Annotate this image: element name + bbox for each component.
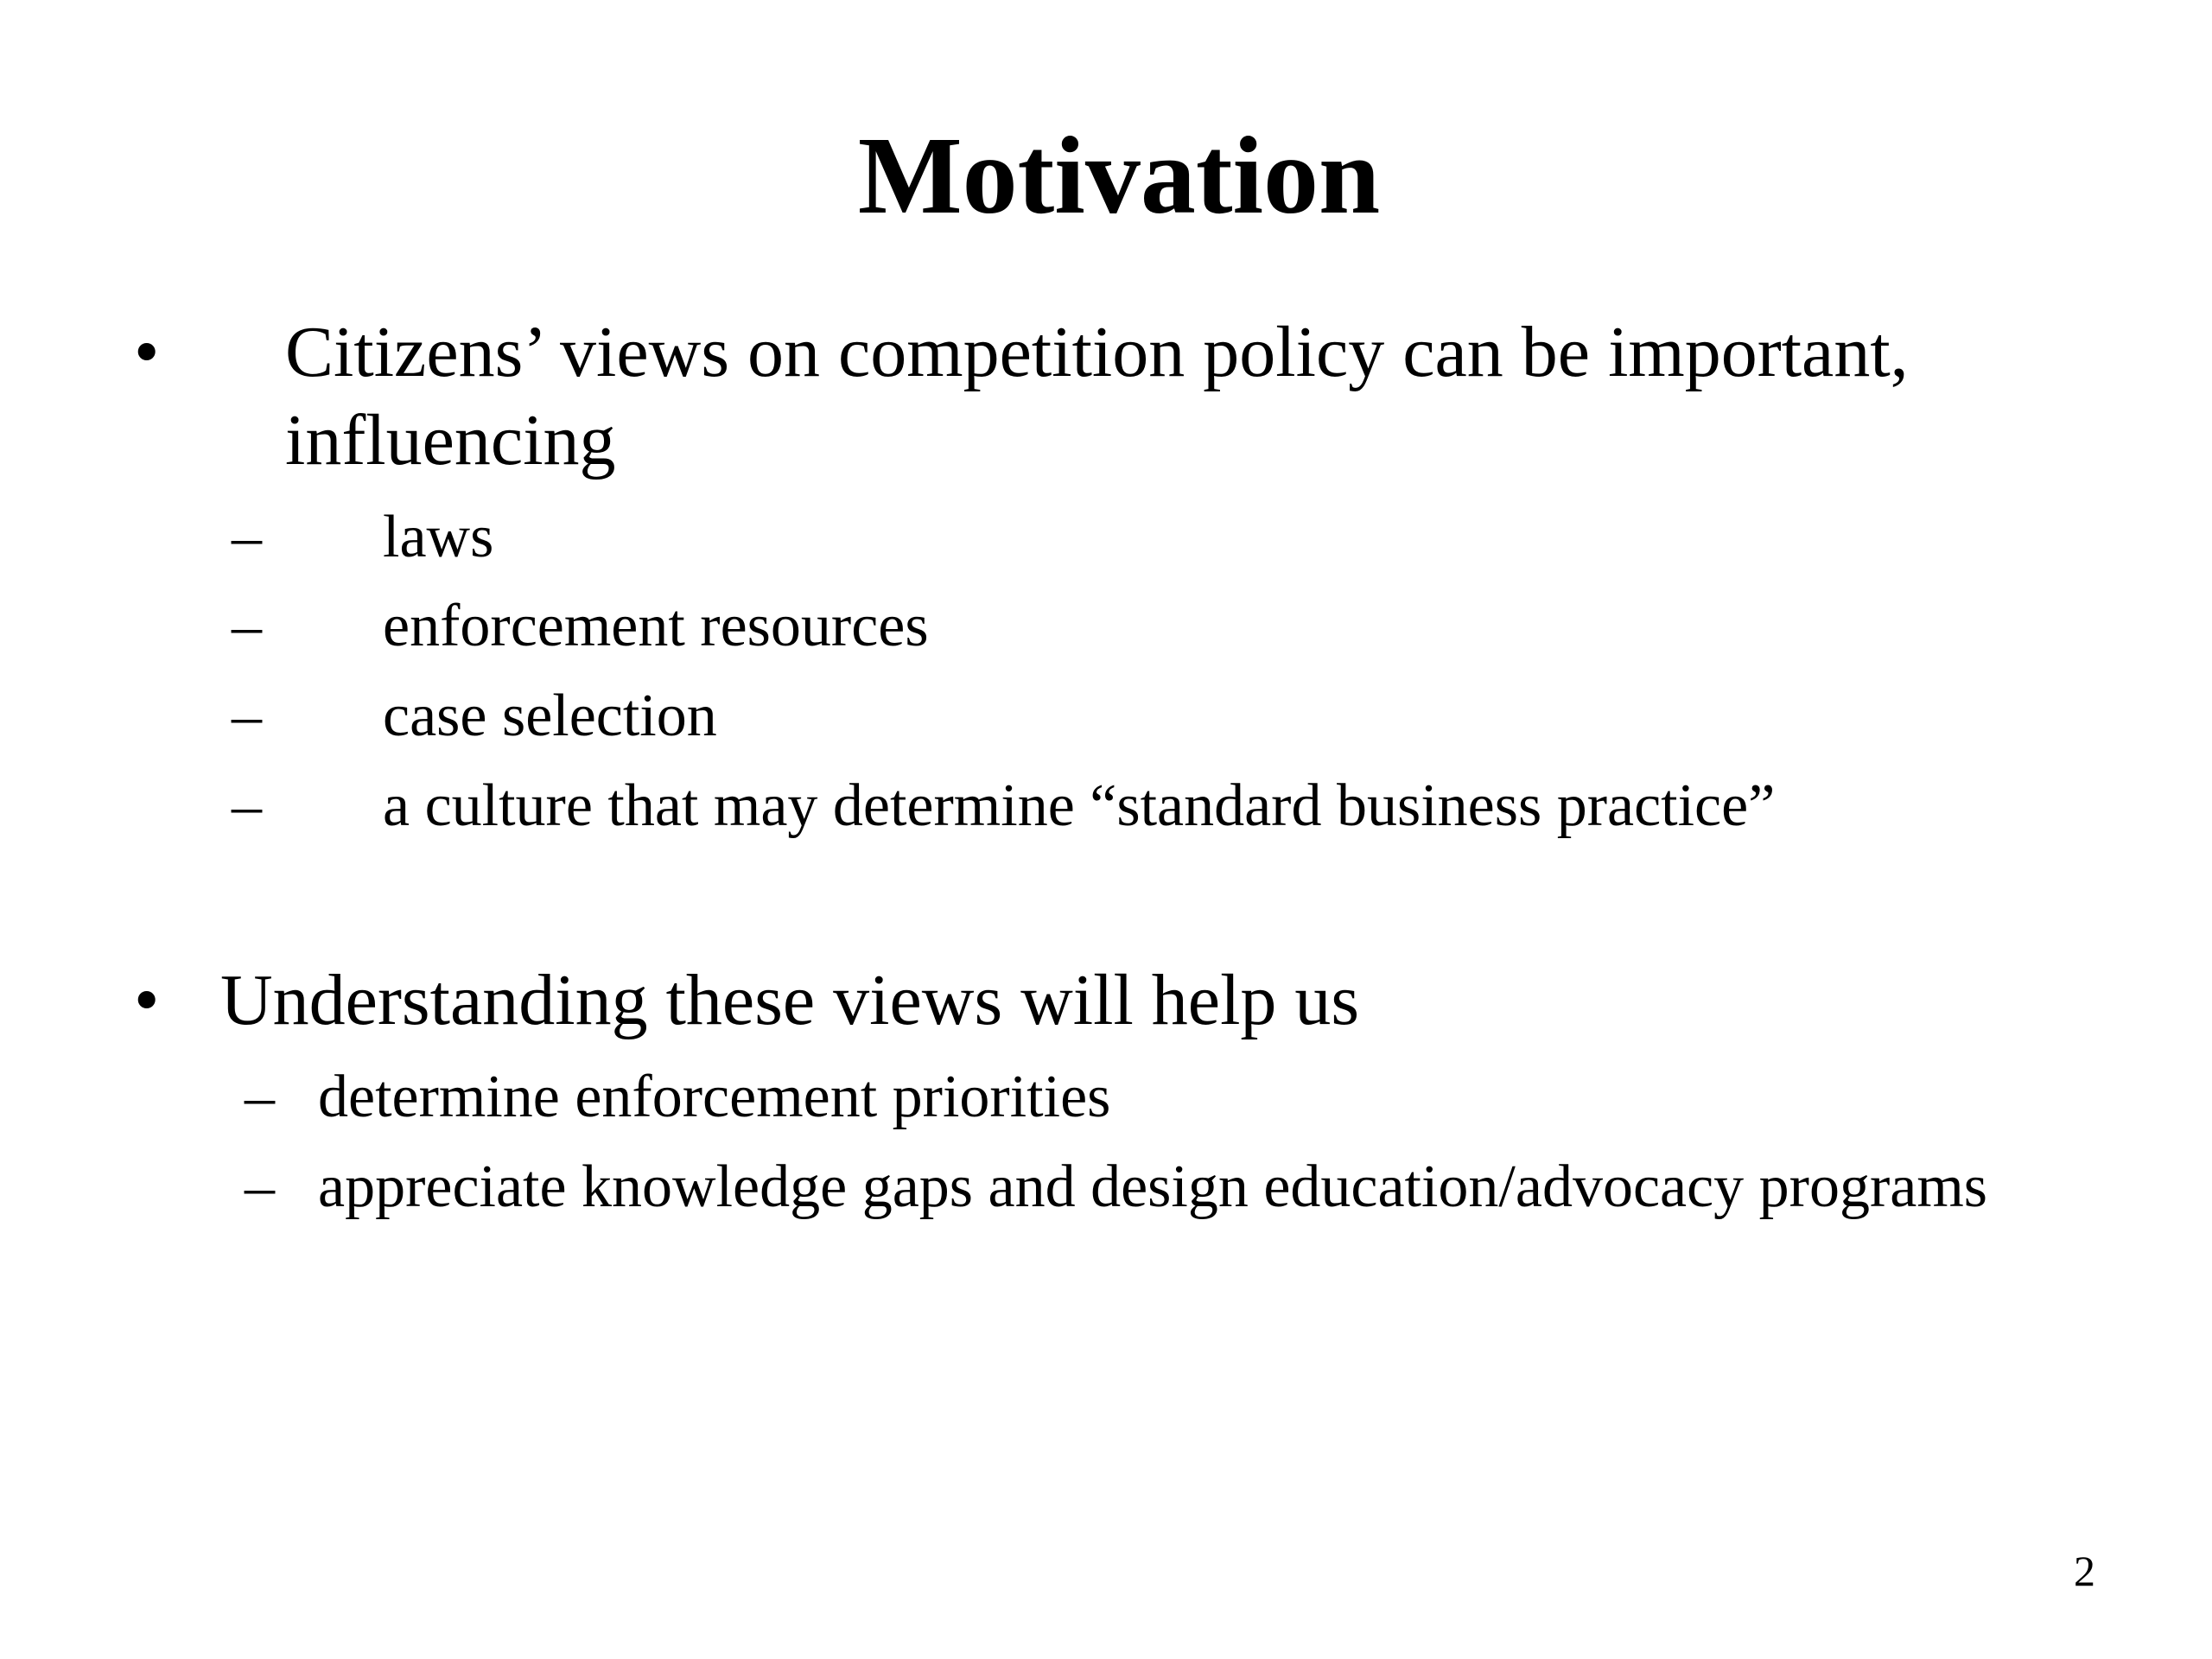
bullet-1-line-2: influencing xyxy=(285,400,616,480)
dash-marker: – xyxy=(245,1064,275,1130)
bullet-marker: • xyxy=(134,960,160,1040)
dash-marker: – xyxy=(245,1154,275,1220)
page-number: 2 xyxy=(2074,1547,2095,1595)
bullet-2-subitem-knowledge-gaps: appreciate knowledge gaps and design education/advocacy programs xyxy=(318,1154,1988,1220)
bullet-1-subitem-case-selection: case selection xyxy=(383,683,717,749)
bullet-2-line-1: Understanding these views will help us xyxy=(220,960,1360,1040)
slide-title: Motivation xyxy=(857,114,1381,237)
bullet-1-subitem-enforcement-resources: enforcement resources xyxy=(383,593,929,659)
bullet-1-subitem-laws: laws xyxy=(383,504,494,570)
bullet-marker: • xyxy=(134,312,160,392)
bullet-2-subitem-priorities: determine enforcement priorities xyxy=(318,1064,1111,1130)
bullet-1-subitem-culture: a culture that may determine “standard business practice” xyxy=(383,772,1776,839)
dash-marker: – xyxy=(232,683,262,749)
dash-marker: – xyxy=(232,772,262,839)
dash-marker: – xyxy=(232,593,262,659)
bullet-1-line-1: Citizens’ views on competition policy can be important, xyxy=(285,312,1909,392)
dash-marker: – xyxy=(232,504,262,570)
